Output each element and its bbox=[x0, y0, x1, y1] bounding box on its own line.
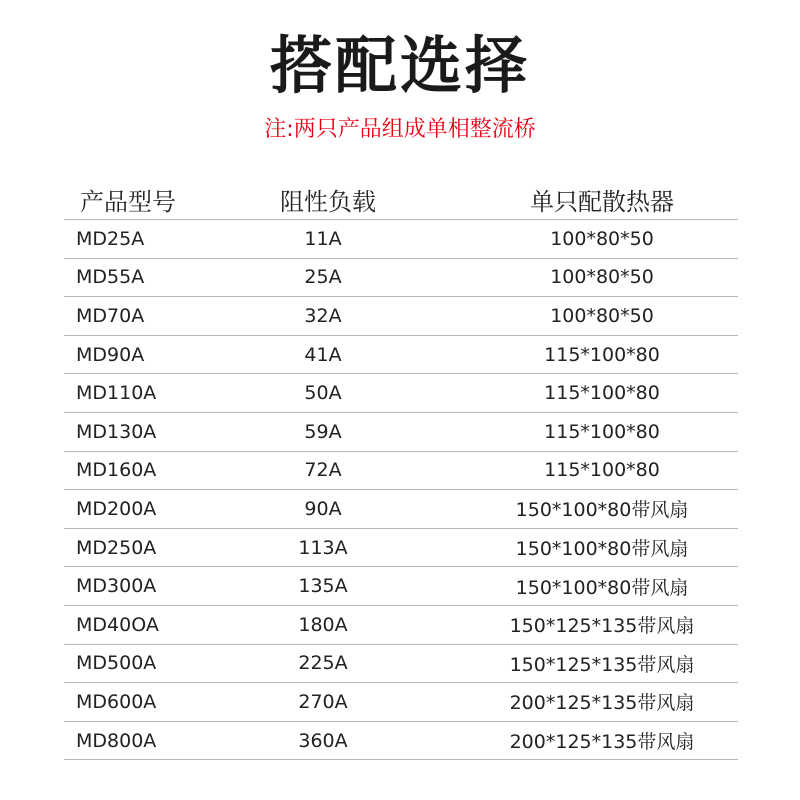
load-cell: 25A bbox=[304, 266, 342, 289]
model-cell: MD200A bbox=[76, 497, 157, 520]
table-row bbox=[64, 297, 738, 336]
table-row bbox=[64, 490, 738, 529]
table-row bbox=[64, 259, 738, 298]
heatsink-cell: 150*125*135带风扇 bbox=[509, 615, 695, 638]
heatsink-cell: 150*100*80带风扇 bbox=[515, 576, 689, 599]
table-row bbox=[64, 452, 738, 491]
heatsink-cell: 115*100*80 bbox=[544, 459, 660, 482]
heatsink-cell: 100*80*50 bbox=[550, 227, 654, 250]
table-body bbox=[64, 220, 738, 760]
table-row bbox=[64, 374, 738, 413]
heatsink-cell: 100*80*50 bbox=[550, 304, 654, 327]
model-cell: MD500A bbox=[76, 652, 157, 675]
model-cell: MD55A bbox=[76, 266, 145, 289]
load-cell: 180A bbox=[298, 613, 348, 636]
table-row bbox=[64, 722, 738, 761]
model-cell: MD160A bbox=[76, 459, 157, 482]
heatsink-cell: 150*100*80带风扇 bbox=[515, 499, 689, 522]
header-load: 阻性负载 bbox=[280, 188, 376, 216]
model-cell: MD600A bbox=[76, 690, 157, 713]
model-cell: MD800A bbox=[76, 729, 157, 752]
load-cell: 90A bbox=[304, 497, 342, 520]
model-cell: MD110A bbox=[76, 382, 157, 405]
table-row bbox=[64, 336, 738, 375]
load-cell: 59A bbox=[304, 420, 342, 443]
heatsink-cell: 150*100*80带风扇 bbox=[515, 538, 689, 561]
table-row bbox=[64, 645, 738, 684]
load-cell: 113A bbox=[298, 536, 348, 559]
load-cell: 135A bbox=[298, 575, 348, 598]
spec-table bbox=[64, 180, 738, 760]
note-text: 注:两只产品组成单相整流桥 bbox=[264, 117, 536, 142]
load-cell: 72A bbox=[304, 459, 342, 482]
table-row bbox=[64, 220, 738, 259]
heatsink-cell: 115*100*80 bbox=[544, 343, 660, 366]
model-cell: MD130A bbox=[76, 420, 157, 443]
model-cell: MD300A bbox=[76, 575, 157, 598]
heatsink-cell: 115*100*80 bbox=[544, 382, 660, 405]
load-cell: 11A bbox=[304, 227, 342, 250]
model-cell: MD90A bbox=[76, 343, 145, 366]
model-cell: MD250A bbox=[76, 536, 157, 559]
heatsink-cell: 200*125*135带风扇 bbox=[509, 692, 695, 715]
heatsink-cell: 200*125*135带风扇 bbox=[509, 731, 695, 754]
load-cell: 270A bbox=[298, 690, 348, 713]
table-header-row bbox=[64, 180, 738, 220]
load-cell: 32A bbox=[304, 304, 342, 327]
header-model: 产品型号 bbox=[80, 188, 176, 216]
table-row bbox=[64, 413, 738, 452]
load-cell: 41A bbox=[304, 343, 342, 366]
table-row bbox=[64, 567, 738, 606]
heatsink-cell: 150*125*135带风扇 bbox=[509, 653, 695, 676]
table-row bbox=[64, 606, 738, 645]
model-cell: MD40OA bbox=[76, 613, 159, 636]
load-cell: 360A bbox=[298, 729, 348, 752]
page-title: 搭配选择 bbox=[269, 29, 530, 102]
heatsink-cell: 115*100*80 bbox=[544, 420, 660, 443]
table-row bbox=[64, 683, 738, 722]
model-cell: MD70A bbox=[76, 304, 145, 327]
load-cell: 225A bbox=[298, 652, 348, 675]
table-row bbox=[64, 529, 738, 568]
header-heatsink: 单只配散热器 bbox=[530, 188, 674, 216]
model-cell: MD25A bbox=[76, 227, 145, 250]
load-cell: 50A bbox=[304, 382, 342, 405]
heatsink-cell: 100*80*50 bbox=[550, 266, 654, 289]
